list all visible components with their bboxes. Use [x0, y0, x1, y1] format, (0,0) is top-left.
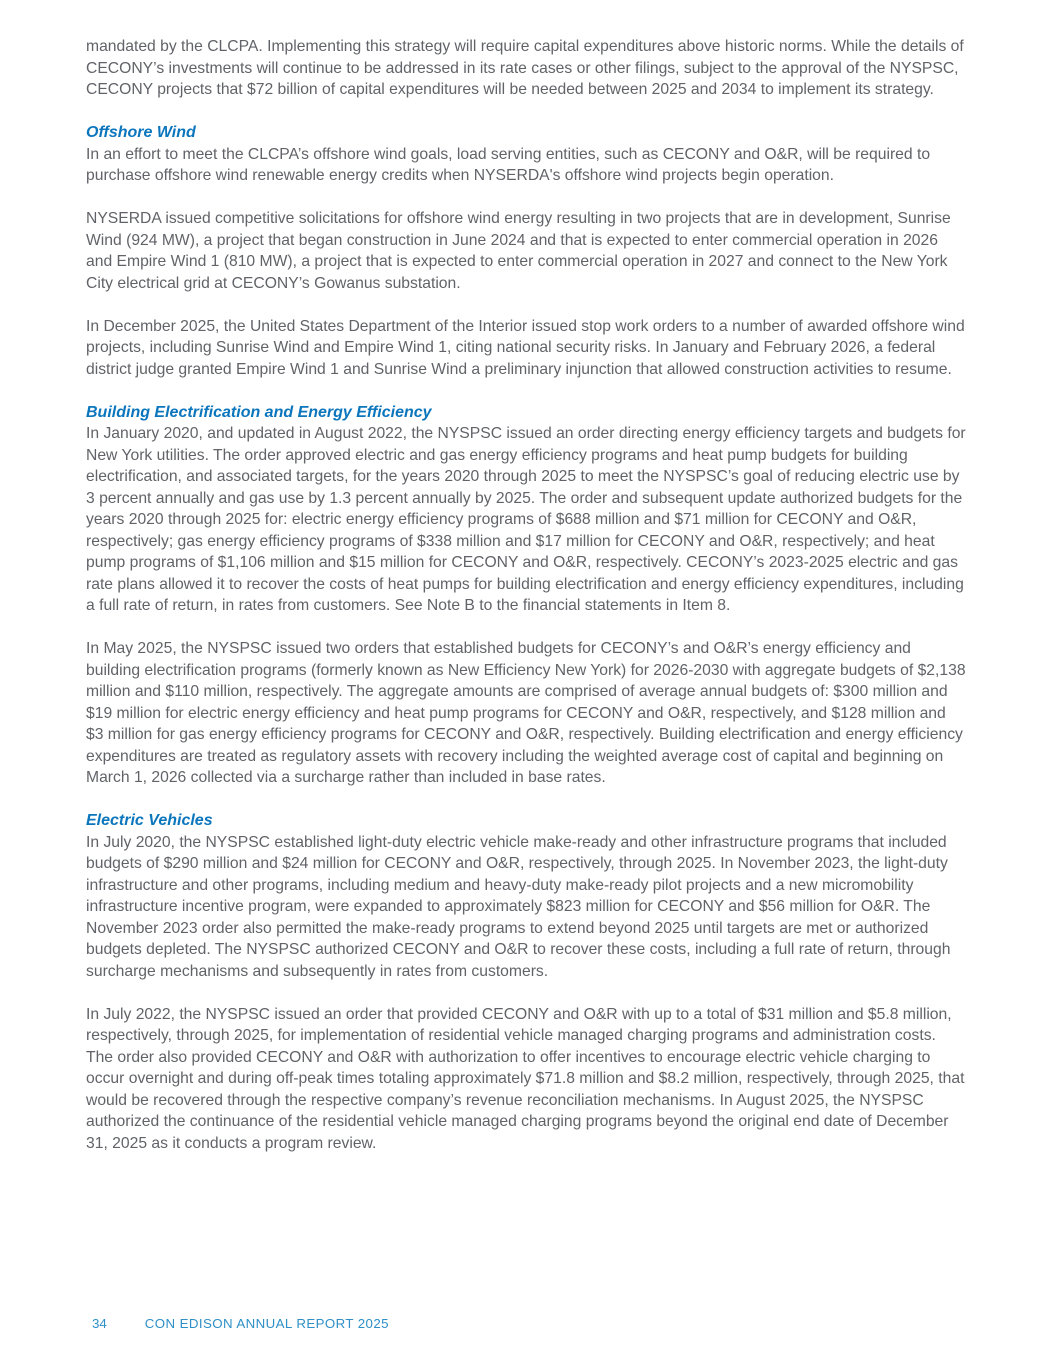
page-footer [92, 1315, 389, 1333]
paragraph: In January 2020, and updated in August 2022, the NYSPSC issued an order directing energy efficiency targets and budgets for New York utilities. The order approved electric and gas energy efficiency programs and heat pump budgets for building electrification, and associated targets, for the years 2020 through 2025 to meet the NYSPSC’s goal of reducing electric use by 3 percent annually and gas use by 1.3 percent annually by 2025. The order and subsequent update authorized budgets for the years 2020 through 2025 for: electric energy efficiency programs of $688 million and $71 million for CECONY and O&R, respectively; gas energy efficiency programs of $338 million and $17 million for CECONY and O&R, respectively; and heat pump programs of $1,106 million and $15 million for CECONY and O&R, respectively. CECONY’s 2023-2025 electric and gas rate plans allowed it to recover the costs of heat pumps for building electrification and energy efficiency expenditures, including a full rate of return, in rates from customers. See Note B to the financial statements in Item 8. [86, 425, 966, 614]
section-electric-vehicles [86, 810, 966, 1154]
footer-report-title: CON EDISON ANNUAL REPORT 2025 [144, 1316, 389, 1331]
section-offshore-wind [86, 122, 966, 380]
page-content [86, 36, 966, 1176]
page-number: 34 [92, 1316, 107, 1331]
paragraph-intro-continuation: mandated by the CLCPA. Implementing this strategy will require capital expenditures above historic norms. While the details of CECONY’s investments will continue to be addressed in its rate cases or other filings, subject to the approval of the NYSPSC, CECONY projects that $72 billion of capital expenditures will be needed between 2025 and 2034 to implement its strategy. [86, 38, 964, 98]
paragraph: In December 2025, the United States Department of the Interior issued stop work orders to a number of awarded offshore wind projects, including Sunrise Wind and Empire Wind 1, citing national security risks. In January and February 2026, a federal district judge granted Empire Wind 1 and Sunrise Wind a preliminary injunction that allowed construction activities to resume. [86, 317, 965, 378]
section-heading-offshore-wind: Offshore Wind [86, 124, 196, 141]
section-building-electrification [86, 402, 966, 789]
paragraph: NYSERDA issued competitive solicitations for offshore wind energy resulting in two projects that are in development, Sunrise Wind (924 MW), a project that began construction in June 2024 and that is expected to enter commercial operation in 2026 and Empire Wind 1 (810 MW), a project that is expected to enter commercial operation in 2027 and connect to the New York City electrical grid at CECONY’s Gowanus substation. [86, 210, 951, 292]
paragraph: In July 2020, the NYSPSC established light-duty electric vehicle make-ready and other infrastructure programs that included budgets of $290 million and $24 million for CECONY and O&R, respectively, through 2025. In November 2023, the light-duty infrastructure and other programs, including medium and heavy-duty make-ready pilot projects and a new micromobility infrastructure incentive program, were expanded to approximately $823 million for CECONY and $56 million for O&R. The November 2023 order also permitted the make-ready programs to extend beyond 2025 until targets are met or authorized budgets depleted. The NYSPSC authorized CECONY and O&R to recover these costs, including a full rate of return, through surcharge mechanisms and subsequently in rates from customers. [86, 833, 951, 980]
section-heading-electric-vehicles: Electric Vehicles [86, 812, 213, 829]
paragraph: In an effort to meet the CLCPA’s offshore wind goals, load serving entities, such as CECONY and O&R, will be required to purchase offshore wind renewable energy credits when NYSERDA's offshore wind projects begin operation. [86, 145, 931, 184]
section-heading-building-electrification: Building Electrification and Energy Efficiency [86, 403, 432, 421]
paragraph: In May 2025, the NYSPSC issued two orders that established budgets for CECONY’s and O&R’s energy efficiency and building electrification programs (formerly known as New Efficiency New York) for 2026-2030 with aggregate budgets of $2,138 million and $110 million, respectively. The aggregate amounts are comprised of average annual budgets of: $300 million and $19 million for electric energy efficiency and heat pump programs for CECONY and O&R, respectively, and $128 million and $3 million for gas energy efficiency programs for CECONY and O&R, respectively. Building electrification and energy efficiency expenditures are treated as regulatory assets with recovery including the weighted average cost of capital and beginning on March 1, 2026 collected via a surcharge rather than included in base rates. [86, 640, 966, 786]
paragraph: In July 2022, the NYSPSC issued an order that provided CECONY and O&R with up to a total of $31 million and $5.8 million, respectively, through 2025, for implementation of residential vehicle managed charging programs and administration costs. The order also provided CECONY and O&R with authorization to offer incentives to encourage electric vehicle charging to occur overnight and during off-peak times totaling approximately $71.8 million and $8.2 million, respectively, through 2025, that would be recovered through the respective company’s revenue reconciliation mechanisms. In August 2025, the NYSPSC authorized the continuance of the residential vehicle managed charging programs beyond the original end date of December 31, 2025 as it conducts a program review. [86, 1005, 965, 1152]
